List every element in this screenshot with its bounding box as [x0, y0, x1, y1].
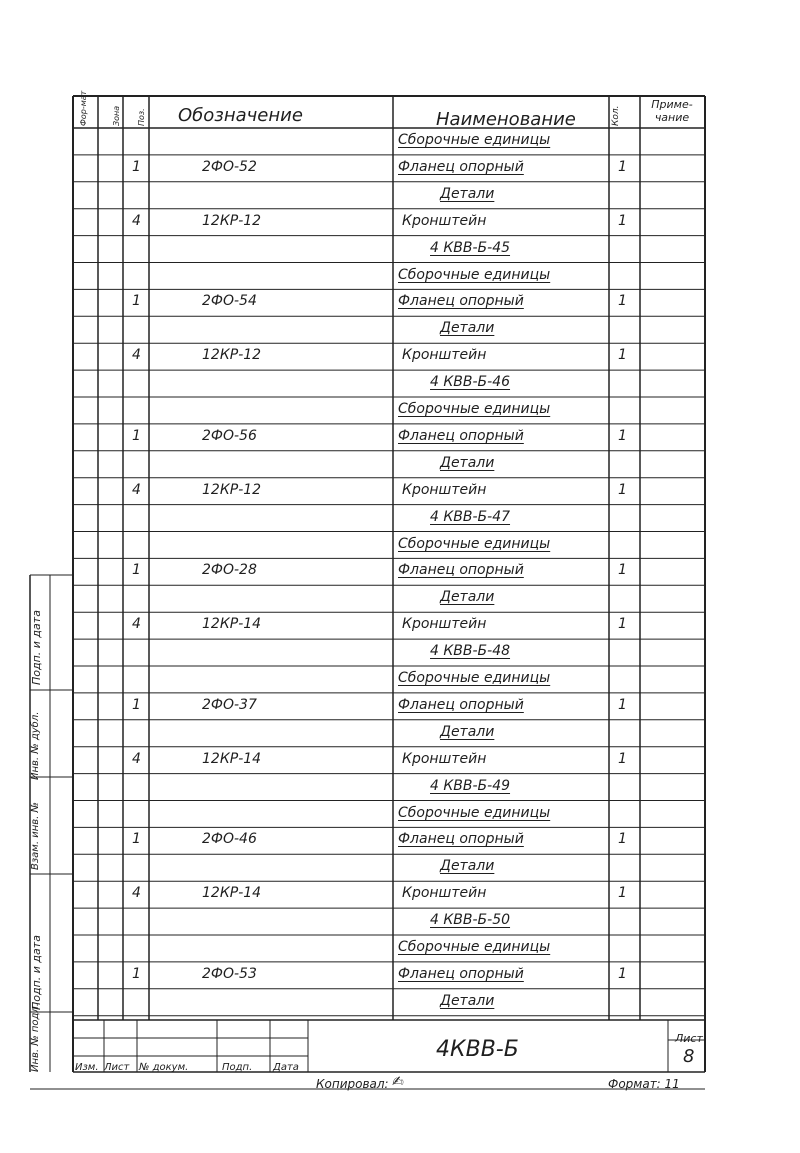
tb-document-code: 4КВВ-Б: [436, 1037, 519, 1062]
copied-signature: ✍: [392, 1074, 404, 1090]
row-pos: 1: [132, 427, 141, 444]
row-name: Сборочные единицы: [398, 939, 551, 955]
header-pos: Поз.: [137, 108, 146, 126]
row-name: Фланец опорный: [398, 831, 524, 848]
row-designation: 12КР-14: [202, 885, 262, 902]
row-pos: 4: [132, 750, 141, 767]
row-name: Сборочные единицы: [398, 535, 551, 552]
header-zone: Зона: [112, 105, 121, 126]
row-name: Фланец опорный: [398, 965, 524, 982]
row-qty: 1: [618, 750, 627, 767]
row-name: Детали: [440, 320, 495, 337]
row-designation: 2ФО-56: [202, 427, 257, 444]
row-name: Детали: [440, 454, 495, 471]
row-designation: 12КР-12: [202, 347, 262, 364]
tb-sheet-number: 8: [683, 1046, 695, 1067]
row-pos: 1: [132, 696, 141, 713]
row-name: Сборочные единицы: [398, 670, 551, 686]
row-name: 4 КВВ-Б-50: [430, 912, 511, 929]
row-name: Фланец опорный: [398, 562, 524, 579]
row-designation: 2ФО-37: [202, 696, 257, 713]
row-name: 4 КВВ-Б-48: [430, 643, 511, 660]
row-designation: 2ФО-52: [202, 158, 257, 175]
row-pos: 1: [132, 965, 141, 982]
row-name: 4 КВВ-Б-47: [430, 508, 511, 525]
row-designation: 12КР-12: [202, 212, 262, 229]
row-name: 4 КВВ-Б-45: [430, 239, 511, 256]
row-designation: 12КР-12: [202, 481, 262, 498]
row-qty: 1: [618, 481, 627, 498]
row-name: Кронштейн: [402, 212, 487, 229]
row-name: Фланец опорный: [398, 293, 524, 310]
header-note: Приме-чание: [651, 98, 693, 124]
row-name: 4 КВВ-Б-49: [430, 777, 511, 794]
side-vzam-inv: Взам. инв. №: [30, 802, 41, 870]
row-name: Детали: [440, 723, 495, 740]
row-name: Сборочные единицы: [398, 266, 551, 283]
row-name: Детали: [440, 589, 495, 606]
row-pos: 1: [132, 562, 141, 579]
row-designation: 12КР-14: [202, 616, 262, 633]
row-name: Сборочные единицы: [398, 132, 551, 148]
row-pos: 1: [132, 831, 141, 848]
row-qty: 1: [618, 158, 627, 175]
row-qty: 1: [618, 696, 627, 713]
row-name: Кронштейн: [402, 481, 487, 498]
side-inv-dubl: Инв. № дубл.: [30, 711, 41, 780]
row-designation: 2ФО-53: [202, 965, 257, 982]
row-name: Детали: [440, 185, 495, 202]
row-designation: 2ФО-54: [202, 293, 257, 310]
side-inv-orig: Инв. № подл.: [30, 1003, 41, 1072]
header-qty: Кол.: [611, 105, 621, 126]
row-name: Сборочные единицы: [398, 804, 551, 821]
row-name: Фланец опорный: [398, 427, 524, 444]
row-qty: 1: [618, 293, 627, 310]
row-name: 4 КВВ-Б-46: [430, 374, 511, 391]
row-qty: 1: [618, 347, 627, 364]
side-sign-date-2: Подп. и дата: [30, 935, 43, 1010]
row-name: Кронштейн: [402, 885, 487, 902]
footer-format: Формат: 11: [608, 1077, 680, 1091]
row-pos: 1: [132, 158, 141, 175]
row-pos: 1: [132, 293, 141, 310]
row-qty: 1: [618, 562, 627, 579]
row-designation: 2ФО-46: [202, 831, 257, 848]
row-pos: 4: [132, 347, 141, 364]
row-pos: 4: [132, 481, 141, 498]
row-qty: 1: [618, 427, 627, 444]
row-designation: 2ФО-28: [202, 562, 257, 579]
row-pos: 4: [132, 885, 141, 902]
tb-izm: Изм.: [75, 1062, 99, 1073]
header-format: Фор-мат: [79, 90, 88, 126]
row-qty: 1: [618, 885, 627, 902]
row-qty: 1: [618, 616, 627, 633]
row-name: Фланец опорный: [398, 696, 524, 713]
row-qty: 1: [618, 831, 627, 848]
row-qty: 1: [618, 965, 627, 982]
row-name: Кронштейн: [402, 750, 487, 767]
row-pos: 4: [132, 616, 141, 633]
row-name: Детали: [440, 858, 495, 875]
tb-doc-no: № докум.: [139, 1062, 189, 1073]
side-sign-date-1: Подп. и дата: [30, 610, 43, 685]
tb-date: Дата: [273, 1062, 299, 1073]
row-name: Кронштейн: [402, 347, 487, 364]
footer-copied: Копировал:: [316, 1077, 389, 1091]
header-designation: Обозначение: [178, 105, 303, 126]
tb-sheet-label: Лист: [675, 1032, 703, 1045]
row-name: Фланец опорный: [398, 158, 524, 175]
row-qty: 1: [618, 212, 627, 229]
row-name: Детали: [440, 992, 495, 1009]
row-name: Кронштейн: [402, 616, 487, 633]
row-name: Сборочные единицы: [398, 401, 551, 417]
tb-sign: Подп.: [222, 1062, 253, 1073]
header-name: Наименование: [436, 109, 576, 130]
row-designation: 12КР-14: [202, 750, 262, 767]
row-pos: 4: [132, 212, 141, 229]
tb-list: Лист: [104, 1062, 130, 1073]
